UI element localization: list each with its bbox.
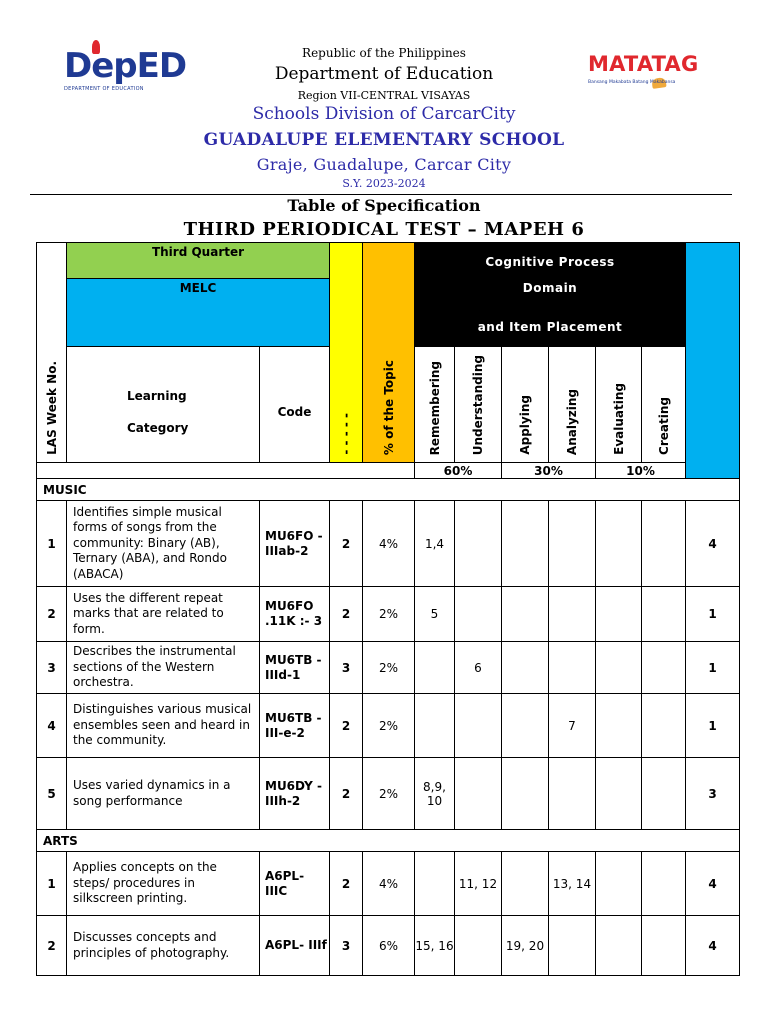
item-cell-analyzing <box>549 642 596 694</box>
item-cell-understanding <box>455 758 502 830</box>
table-row <box>37 587 740 642</box>
table-row <box>37 501 740 587</box>
week-cell: 1 <box>37 852 67 916</box>
percent-easy: 60% <box>415 463 502 479</box>
document-title: Table of Specification <box>287 196 481 215</box>
total-items-cell: 4 <box>686 916 740 976</box>
level-creating: Creating <box>642 347 686 463</box>
specification-table <box>36 242 740 976</box>
school-name: GUADALUPE ELEMENTARY SCHOOL <box>203 130 565 150</box>
republic-line: Republic of the Philippines <box>302 46 466 60</box>
matatag-logo-text: MATATAG <box>588 52 699 76</box>
item-cell-applying <box>502 587 549 642</box>
learning-category-header: Learning Category <box>67 347 260 463</box>
percent-cell: 6% <box>363 916 415 976</box>
percent-cell: 4% <box>363 501 415 587</box>
item-cell-applying <box>502 694 549 758</box>
item-cell-remembering: 8,9, 10 <box>415 758 455 830</box>
level-applying: Applying <box>502 347 549 463</box>
item-cell-remembering: 5 <box>415 587 455 642</box>
table-row <box>37 642 740 694</box>
competency-cell: Applies concepts on the steps/ procedures in silkscreen printing. <box>67 852 260 916</box>
item-cell-creating <box>642 758 686 830</box>
item-cell-analyzing: 13, 14 <box>549 852 596 916</box>
competency-cell: Uses varied dynamics in a song performance <box>67 758 260 830</box>
week-cell: 2 <box>37 587 67 642</box>
code-cell: MU6FO .11K :- 3 <box>260 587 330 642</box>
item-cell-remembering: 1,4 <box>415 501 455 587</box>
section-row <box>37 830 740 852</box>
table-row <box>37 694 740 758</box>
total-items-cell: 3 <box>686 758 740 830</box>
item-cell-remembering <box>415 642 455 694</box>
item-cell-evaluating <box>596 587 642 642</box>
item-cell-analyzing <box>549 758 596 830</box>
item-cell-evaluating <box>596 642 642 694</box>
table-row <box>37 758 740 830</box>
item-cell-understanding <box>455 916 502 976</box>
item-cell-remembering <box>415 694 455 758</box>
days-cell: 3 <box>330 642 363 694</box>
deped-logo-text: DepED <box>64 46 187 86</box>
quarter-header: Third Quarter <box>67 243 330 279</box>
total-items-cell: 1 <box>686 587 740 642</box>
total-items-cell: 4 <box>686 501 740 587</box>
percent-cell: 2% <box>363 587 415 642</box>
item-cell-remembering <box>415 852 455 916</box>
week-cell: 5 <box>37 758 67 830</box>
item-cell-analyzing: 7 <box>549 694 596 758</box>
region-line: Region VII-CENTRAL VISAYAS <box>297 89 471 102</box>
matatag-tagline: Bansang Makabata Batang Makabansa <box>588 80 676 85</box>
las-week-header: LAS Week No. <box>37 243 67 463</box>
table-body <box>37 479 740 976</box>
department-line: Department of Education <box>274 64 494 84</box>
code-cell: MU6TB -III-e-2 <box>260 694 330 758</box>
table-row <box>37 852 740 916</box>
code-header: Code <box>260 347 330 463</box>
item-cell-analyzing <box>549 501 596 587</box>
days-cell: 2 <box>330 758 363 830</box>
code-cell: MU6FO -IIIab-2 <box>260 501 330 587</box>
total-items-cell: 4 <box>686 852 740 916</box>
item-cell-applying: 19, 20 <box>502 916 549 976</box>
item-cell-creating <box>642 694 686 758</box>
item-cell-creating <box>642 501 686 587</box>
total-items-cell: 1 <box>686 694 740 758</box>
level-evaluating: Evaluating <box>596 347 642 463</box>
days-header: ‐ ‐ ‐ ‐ ‐ <box>330 243 363 463</box>
total-items-cell: 1 <box>686 642 740 694</box>
item-cell-applying <box>502 501 549 587</box>
division-line: Schools Division of CarcarCity <box>252 104 516 124</box>
item-cell-applying <box>502 758 549 830</box>
school-year: S.Y. 2023-2024 <box>342 177 426 190</box>
competency-cell: Distinguishes various musical ensembles seen and heard in the community. <box>67 694 260 758</box>
percent-cell: 4% <box>363 852 415 916</box>
cognitive-domain-header: Cognitive Process Domain and Item Placement <box>415 243 686 347</box>
competency-cell: Discusses concepts and principles of photography. <box>67 916 260 976</box>
competency-cell: Uses the different repeat marks that are related to form. <box>67 587 260 642</box>
item-cell-understanding <box>455 501 502 587</box>
code-cell: A6PL- IIIC <box>260 852 330 916</box>
days-cell: 2 <box>330 587 363 642</box>
competency-cell: Identifies simple musical forms of songs from the community: Binary (AB), Ternary (ABA), and Rondo (ABACA) <box>67 501 260 587</box>
item-cell-analyzing <box>549 587 596 642</box>
item-cell-creating <box>642 916 686 976</box>
code-cell: MU6TB -IIId-1 <box>260 642 330 694</box>
test-title: THIRD PERIODICAL TEST – MAPEH 6 <box>183 219 585 240</box>
code-cell: MU6DY -IIIh-2 <box>260 758 330 830</box>
days-cell: 2 <box>330 694 363 758</box>
section-title: ARTS <box>37 830 740 852</box>
week-cell: 3 <box>37 642 67 694</box>
item-cell-understanding: 6 <box>455 642 502 694</box>
week-cell: 2 <box>37 916 67 976</box>
level-remembering: Remembering <box>415 347 455 463</box>
percent-cell: 2% <box>363 758 415 830</box>
deped-logo-subtext: DEPARTMENT OF EDUCATION <box>64 86 144 92</box>
item-cell-applying <box>502 642 549 694</box>
days-cell: 3 <box>330 916 363 976</box>
item-cell-remembering: 15, 16 <box>415 916 455 976</box>
item-cell-creating <box>642 852 686 916</box>
item-cell-understanding: 11, 12 <box>455 852 502 916</box>
percent-topic-header: % of the Topic <box>363 243 415 463</box>
competency-cell: Describes the instrumental sections of the Western orchestra. <box>67 642 260 694</box>
total-header <box>686 243 740 479</box>
percent-cell: 2% <box>363 642 415 694</box>
percent-difficult: 10% <box>596 463 686 479</box>
melc-header: MELC <box>67 279 330 347</box>
item-cell-evaluating <box>596 694 642 758</box>
days-cell: 2 <box>330 501 363 587</box>
table-row <box>37 916 740 976</box>
week-cell: 4 <box>37 694 67 758</box>
item-cell-applying <box>502 852 549 916</box>
section-row <box>37 479 740 501</box>
item-cell-understanding <box>455 587 502 642</box>
level-analyzing: Analyzing <box>549 347 596 463</box>
item-cell-evaluating <box>596 758 642 830</box>
item-cell-understanding <box>455 694 502 758</box>
week-cell: 1 <box>37 501 67 587</box>
item-cell-creating <box>642 587 686 642</box>
percent-cell: 2% <box>363 694 415 758</box>
section-title: MUSIC <box>37 479 740 501</box>
item-cell-analyzing <box>549 916 596 976</box>
item-cell-evaluating <box>596 501 642 587</box>
percent-average: 30% <box>502 463 596 479</box>
days-cell: 2 <box>330 852 363 916</box>
school-address: Graje, Guadalupe, Carcar City <box>256 155 512 174</box>
item-cell-evaluating <box>596 852 642 916</box>
level-understanding: Understanding <box>455 347 502 463</box>
item-cell-creating <box>642 642 686 694</box>
item-cell-evaluating <box>596 916 642 976</box>
header-divider <box>30 194 732 195</box>
code-cell: A6PL- IIIf <box>260 916 330 976</box>
